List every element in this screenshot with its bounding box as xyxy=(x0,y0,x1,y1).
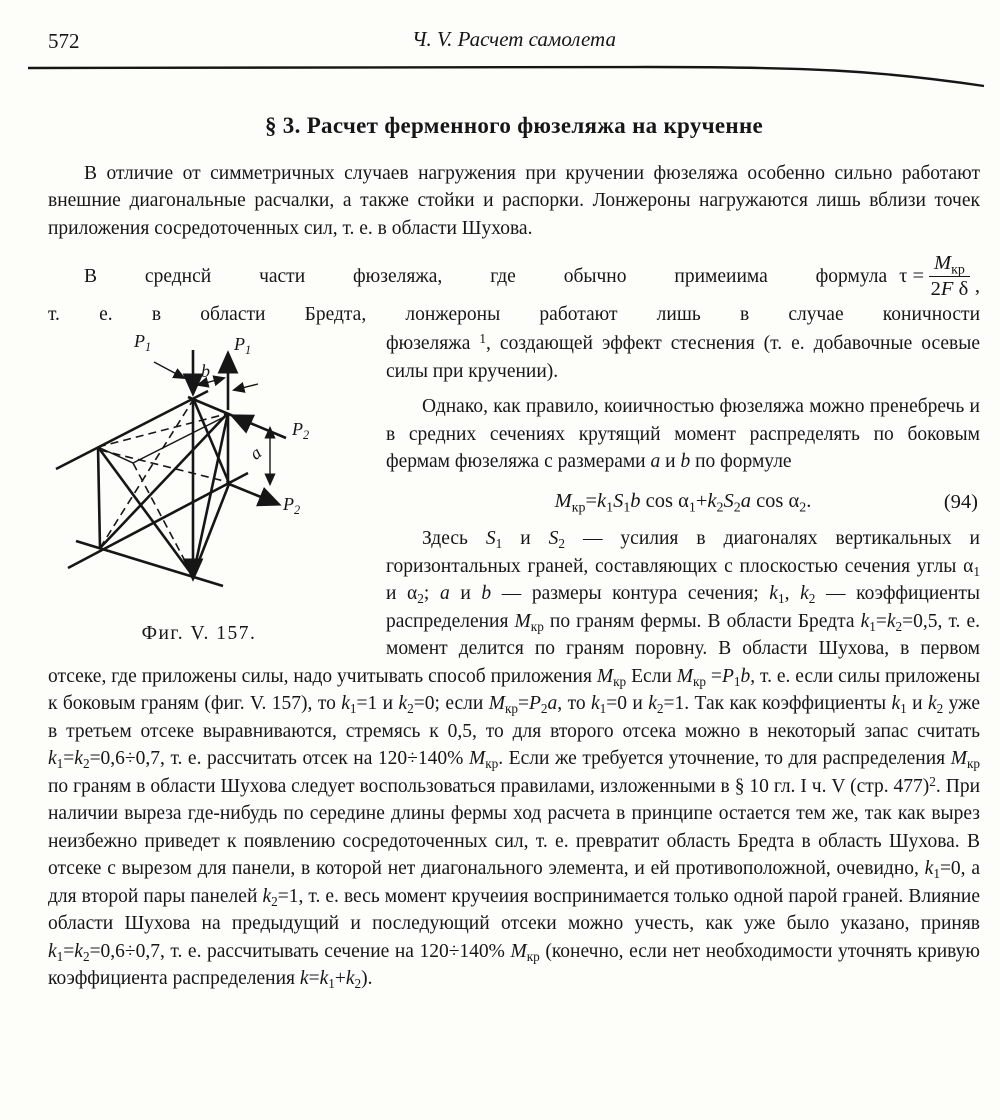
section-title: § 3. Расчет ферменного фюзеляжа на крученне xyxy=(264,113,764,138)
figure-label-b: b xyxy=(201,361,210,382)
paragraph-bredt-line1 xyxy=(48,252,980,301)
running-title: Ч. V. Расчет самолета xyxy=(412,27,616,51)
truss-dashed-diagonals xyxy=(98,400,228,576)
tau-comma: , xyxy=(974,275,980,298)
tau-numerator: $M_{кр}$ xyxy=(929,252,970,277)
equation-94-number: (94) xyxy=(943,490,978,513)
paragraph-however: Однако, как правило, коиичностью фюзеляжа можно пренебречь и в средних сечениях крутящий момент распределять по боковым фермам фюзеляжа с размерами a и b по формуле xyxy=(386,396,980,473)
force-p2-bottom-arrow xyxy=(229,484,278,504)
figure-label-p1-right: $P_1$ xyxy=(234,334,252,358)
b-leader-arrow xyxy=(234,384,258,390)
equation-94 xyxy=(386,488,980,516)
p1-leader-arrow xyxy=(154,362,184,378)
truss-solid-members xyxy=(56,391,286,586)
paragraph-bredt-line2: т. е. в области Бредта, лонжероны работают лишь в случае коничности xyxy=(48,303,980,325)
page-number: 572 xyxy=(48,29,80,53)
tau-denominator: 2F δ xyxy=(930,277,969,300)
bredt-line1-text: В среднсй части фюзеляжа, где обычно примеиима формула xyxy=(84,265,888,287)
figure-caption: Фиг. V. 157. xyxy=(141,623,257,645)
tau-formula xyxy=(899,252,980,301)
figure-label-p2-bottom: $P_2$ xyxy=(283,494,301,518)
truss-diagram xyxy=(48,338,350,600)
tau-fraction xyxy=(929,252,970,301)
figure-wrap-section xyxy=(48,330,980,993)
figure-label-a: a xyxy=(245,442,266,465)
figure-label-p1-left: $P_1$ xyxy=(134,331,152,355)
paragraph-main: Здесь $S_1$ и $S_2$ — усилия в диагоналях вертикальных и горизонтальных граней, составляющих с плоскостью сечения углы $\alpha_1$ и $\alpha_2$; a и b — размеры контура сечения; $k_1$, $k_2$ — коэффициенты распределения $M_{кр}$ по граням фермы. В области Бредта $k_1=k_2=0,5$, т. е. момент делится по граням поровну. В области Шухова, в первом отсеке, где приложены силы, надо учитывать способ приложения $M_{кр}$ Если $M_{кр} =P_1b$, т. е. если силы приложены к боковым граням (фиг. V. 157), то $k_1=1$ и $k_2=0$; если $M_{кр}=P_2a$, то $k_1=0$ и $k_2=1$. Так как коэффициенты $k_1$ и $k_2$ уже в третьем отсеке выравниваются, стремясь к 0,5, то для второго отсека можно в некоторый запас считать $k_1=k_2=0,6\div 0,7$, т. е. рассчитать отсек на 120÷140% $M_{кр}$. Если же требуется уточнение, то для распределения $M_{кр}$ по граням в области Шухова следует воспользоваться правилами, изложенными в § 10 гл. I ч. V (стр. 477)$^2$. При наличии выреза где-нибудь по середине длины фермы ход расчета в принципе остается тем же, так как вырез неизбежно приведет к появлению сосредоточенных сил, т. е. превратит область Бредта в область Шухова. В отсеке с вырезом для панели, в которой нет диагонального элемента, и ей противоположной, очевидно, $k_1=0$, а для второй пары панелей $k_2=1$, т. е. весь момент кручеиия воспринимается только одной парой граней. Влияние области Шухова на предыдущий и последующий отсеки можно учесть, как уже было указано, приняв $k_1=k_2=0,6\div 0,7$, т. е. рассчитывать сечение на 120÷140% $M_{кр}$ (конечно, если нет необходимости уточнять кривую коэффициента распределения $k=k_1+k_2$). xyxy=(48,528,981,992)
figure-canvas xyxy=(48,331,350,600)
figure-v157 xyxy=(48,331,350,648)
page-header xyxy=(48,20,980,64)
equation-94-formula: $M_{кр}=k_1S_1b$ $\cos \alpha_1+k_2S_2a$ $\cos \alpha_2$. xyxy=(554,489,812,516)
tau-lhs: τ = xyxy=(899,264,925,287)
force-p2-top-arrow xyxy=(233,416,246,422)
paragraph-intro: В отличие от симметричных случаев нагружения при кручении фюзеляжа особенно сильно работают внешние диагональные расчалки, а также стойки и распорки. Лонжероны нагружаются лишь вблизи точек приложения сосредоточенных сил, т. е. в области Шухова. xyxy=(48,162,980,239)
paragraph-constraint: фюзеляжа $^1$, создающей эффект стеснения (т. е. добавочные осевые силы при кручении). xyxy=(386,331,980,382)
header-rule xyxy=(26,60,988,90)
figure-label-p2-top: $P_2$ xyxy=(292,419,310,443)
